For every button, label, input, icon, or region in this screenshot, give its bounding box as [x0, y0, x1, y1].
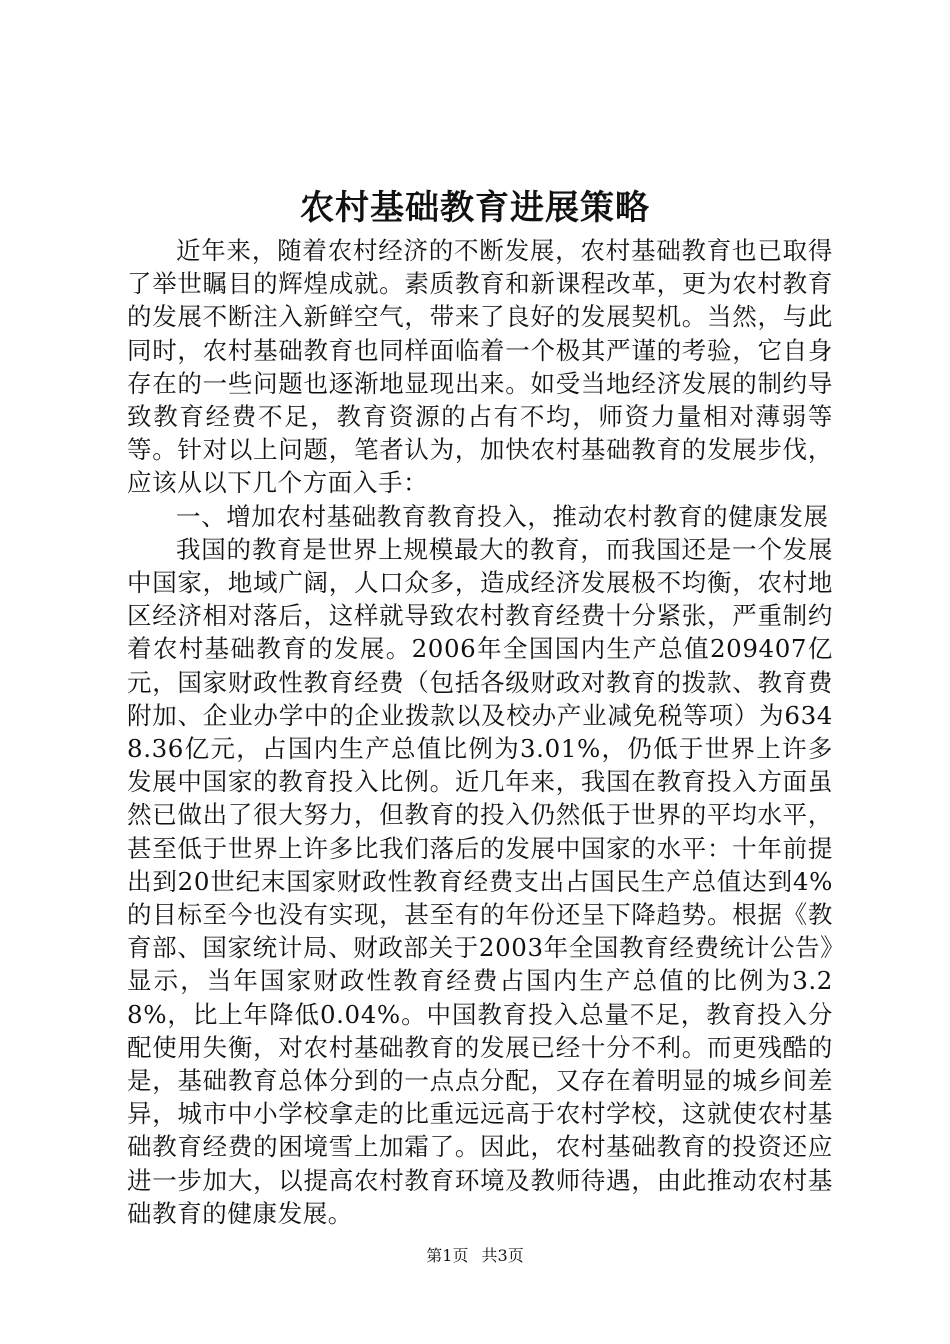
page-total: 共3页 — [481, 1246, 524, 1265]
section-heading-1: 一、增加农村基础教育教育投入，推动农村教育的健康发展 — [176, 501, 829, 531]
paragraph-section-1: 我国的教育是世界上规模最大的教育，而我国还是一个发展中国家，地域广阔，人口众多，造成经济发展极不均衡，农村地区经济相对落后，这样就导致农村教育经费十分紧张，严重制约着农村基础教育的发展。2006年全国国内生产总值209407亿元，国家财政性教育经费（包括各级财政对教育的拨款、教育费附加、企业办学中的企业拨款以及校办产业减免税等项）为6348.36亿元，占国内生产总值比例为3.01%，仍低于世界上许多发展中国家的教育投入比例。近几年来，我国在教育投入方面虽然已做出了很大努力，但教育的投入仍然低于世界的平均水平，甚至低于世界上许多比我们落后的发展中国家的水平：十年前提出到20世纪末国家财政性教育经费支出占国民生产总值达到4%的目标至今也没有实现，甚至有的年份还呈下降趋势。根据《教育部、国家统计局、财政部关于2003年全国教育经费统计公告》显示，当年国家财政性教育经费占国内生产总值的比例为3.28%，比上年降低0.04%。中国教育投入总量不足，教育投入分配使用失衡，对农村基础教育的发展已经十分不利。而更残酷的是，基础教育总体分到的一点点分配，又存在着明显的城乡间差异，城市中小学校拿走的比重远远高于农村学校，这就使农村基础教育经费的困境雪上加霜了。因此，农村基础教育的投资还应进一步加大，以提高农村教育环境及教师待遇，由此推动农村基础教育的健康发展。 — [127, 534, 833, 1228]
document-body — [127, 234, 833, 1230]
paragraph-intro: 近年来，随着农村经济的不断发展，农村基础教育也已取得了举世瞩目的辉煌成就。素质教育和新课程改革，更为农村教育的发展不断注入新鲜空气，带来了良好的发展契机。当然，与此同时，农村基础教育也同样面临着一个极其严谨的考验，它自身存在的一些问题也逐渐地显现出来。如受当地经济发展的制约导致教育经费不足，教育资源的占有不均，师资力量相对薄弱等等。针对以上问题，笔者认为，加快农村基础教育的发展步伐，应该从以下几个方面入手： — [127, 236, 833, 498]
document-title: 农村基础教育进展策略 — [300, 188, 650, 228]
page-footer — [0, 1244, 950, 1268]
page-number: 第1页 — [426, 1246, 469, 1265]
